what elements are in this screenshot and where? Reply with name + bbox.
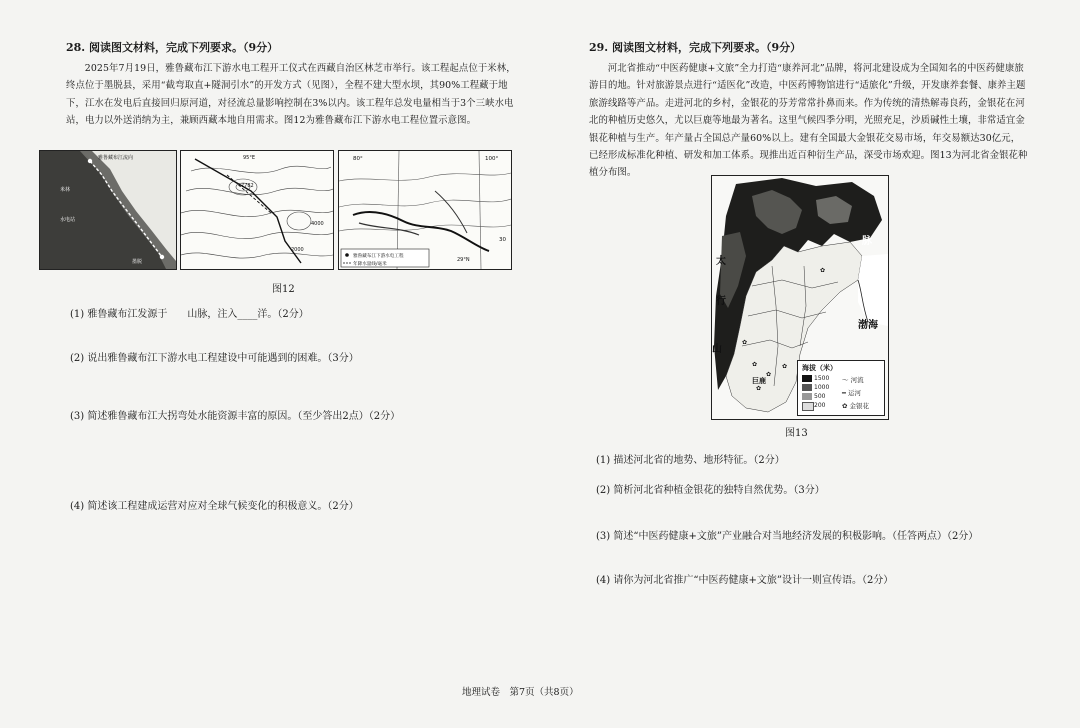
q29-sub4: (4) 请你为河北省推广“中医药健康+文旅”设计一则宣传语。（2分） bbox=[596, 575, 894, 586]
legend-canal: 运河 bbox=[847, 389, 861, 397]
legend-level-200: 200 bbox=[814, 402, 826, 409]
fig13-label-bohai: 渤海 bbox=[858, 320, 878, 331]
fig12-panel3-svg bbox=[339, 151, 511, 269]
fig12-legend-precip: 年降水量线/毫米 bbox=[353, 262, 387, 267]
legend-swatch-1500 bbox=[802, 375, 812, 382]
fig13-caption: 图13 bbox=[785, 428, 808, 439]
fig13-label-julu: 巨鹿 bbox=[752, 376, 766, 385]
legend-swatch-200 bbox=[802, 402, 814, 411]
q29-title: 29. 阅读图文材料，完成下列要求。（9分） bbox=[589, 41, 802, 54]
fig12-label-30: 30 bbox=[499, 237, 506, 243]
fig13-legend: 海拔（米） 1500 1000 500 200 ～ 河流 ━ 运河 ✿ 金银花 bbox=[797, 360, 885, 416]
q28-sub2: (2) 说出雅鲁藏布江下游水电工程建设中可能遇到的困难。（3分） bbox=[70, 353, 359, 364]
fig12-label-80: 80° bbox=[353, 156, 363, 162]
fig12-caption: 图12 bbox=[272, 284, 295, 295]
q28-sub4: (4) 简述该工程建成运营对应对全球气候变化的积极意义。（2分） bbox=[70, 501, 359, 512]
legend-swatch-500 bbox=[802, 393, 812, 400]
fig12-label-flow: 雅鲁藏布江流向 bbox=[98, 155, 134, 161]
legend-level-1500: 1500 bbox=[814, 375, 830, 382]
flower-icon: ✿ bbox=[842, 402, 848, 410]
q28-sub1: (1) 雅鲁藏布江发源于 山脉，注入____洋。（2分） bbox=[70, 309, 309, 320]
fig12-label-milin: 米林 bbox=[60, 187, 71, 193]
fig13-label-shan: 山 bbox=[712, 344, 722, 355]
svg-text:✿: ✿ bbox=[756, 385, 762, 392]
q29-sub1: (1) 描述河北省的地势、地形特征。（2分） bbox=[596, 455, 785, 466]
fig12-panel1-svg bbox=[40, 151, 176, 269]
q29-sub2: (2) 简析河北省种植金银花的独特自然优势。（3分） bbox=[596, 485, 825, 496]
legend-title: 海拔（米） bbox=[802, 364, 837, 372]
fig13-label-yanshan: 脉 bbox=[862, 236, 872, 247]
fig12-panel-contour bbox=[180, 150, 334, 270]
legend-flower: 金银花 bbox=[849, 402, 870, 410]
fig12-label-medog: 墨脱 bbox=[132, 259, 143, 265]
fig12-panel-regional bbox=[338, 150, 512, 270]
q28-paragraph: 2025年7月19日，雅鲁藏布江下游水电工程开工仪式在西藏自治区林芝市举行。该工程起点位于米林，终点位于墨脱县，采用“截弯取直+隧洞引水”的开发方式（见图），全程不建大型水坝，其90%工程藏于地下，江水在发电后直接回归原河道，对径流总量影响控制在3%以内。该工程年总发电量相当于3个三峡水电站，电力以外送消纳为主，兼顾西藏本地自用需求。图12为雅鲁藏布江下游水电工程位置示意图。 bbox=[66, 63, 516, 127]
fig12-label-4000: 4000 bbox=[311, 221, 324, 227]
svg-text:✿: ✿ bbox=[820, 267, 826, 274]
fig12-panel-river-course bbox=[39, 150, 177, 270]
fig12-label-station: 水电站 bbox=[60, 217, 76, 223]
fig12-label-29n: 29°N bbox=[457, 257, 470, 263]
fig12-legend-project: 雅鲁藏布江下游水电工程 bbox=[353, 254, 404, 259]
svg-text:✿: ✿ bbox=[742, 339, 748, 346]
legend-river: 河流 bbox=[850, 376, 864, 384]
svg-text:✿: ✿ bbox=[752, 361, 758, 368]
legend-swatch-1000 bbox=[802, 384, 812, 391]
fig12-panel2-svg bbox=[181, 151, 333, 269]
fig13-label-hang: 行 bbox=[716, 296, 726, 307]
legend-level-1000: 1000 bbox=[814, 384, 830, 391]
question-28 bbox=[66, 40, 518, 130]
fig12-label-peak: 7782 bbox=[241, 183, 254, 189]
fig12-label-2000: 2000 bbox=[291, 247, 304, 253]
question-29 bbox=[589, 40, 1029, 182]
fig13-label-tai: 太 bbox=[716, 256, 726, 267]
q29-paragraph: 河北省推动“中医药健康+文旅”全力打造“康养河北”品牌，将河北建设成为全国知名的中医药健康旅游目的地。针对旅游景点进行“适医化”改造，中医药博物馆进行“适旅化”升级，开发康养套餐、康养主题旅游线路等产品。走进河北的乡村，金银花的芬芳常常扑鼻而来。作为传统的清热解毒良药，金银花在河北的种植历史悠久，尤以巨鹿等地最为著名。这里气候四季分明，光照充足，沙质碱性土壤，非常适宜金银花种植与生产。年产量占全国总产量60%以上。建有全国最大金银花交易市场，年交易额达30亿元，已经形成标准化种植、研发和加工体系。现推出近百种衍生产品，深受市场欢迎。图13为河北省金银花种植分布图。 bbox=[589, 63, 1028, 179]
q29-sub3: (3) 简述“中医药健康+文旅”产业融合对当地经济发展的积极影响。（任答两点）（2分） bbox=[596, 531, 979, 542]
fig12-label-100: 100° bbox=[485, 156, 499, 162]
fig12-label-95e: 95°E bbox=[243, 155, 256, 161]
page-footer: 地理试卷 第7页（共8页） bbox=[462, 687, 579, 698]
svg-text:✿: ✿ bbox=[766, 371, 772, 378]
svg-text:✿: ✿ bbox=[782, 363, 788, 370]
q28-sub3: (3) 简述雅鲁藏布江大拐弯处水能资源丰富的原因。（至少答出2点）（2分） bbox=[70, 411, 401, 422]
legend-level-500: 500 bbox=[814, 393, 826, 400]
q28-title: 28. 阅读图文材料，完成下列要求。（9分） bbox=[66, 41, 279, 54]
